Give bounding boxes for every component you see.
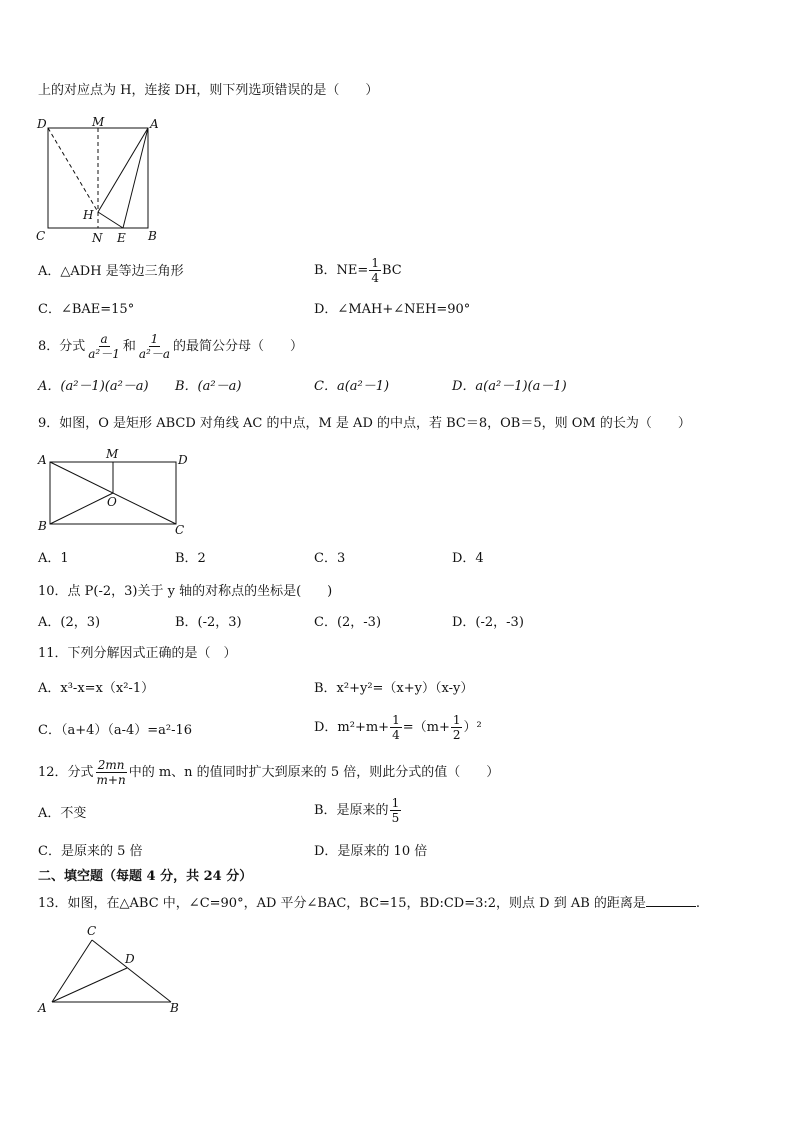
label-O: O bbox=[107, 495, 117, 509]
q10-option-b: B．(-2，3) bbox=[175, 615, 242, 630]
label-C: C bbox=[175, 523, 185, 536]
label-B: B bbox=[38, 519, 47, 533]
q7-option-a: A．△ADH 是等边三角形 bbox=[38, 264, 184, 279]
label-A: A bbox=[38, 453, 47, 467]
q9-option-d: D．4 bbox=[452, 551, 484, 566]
q9-option-a: A．1 bbox=[38, 551, 69, 566]
q12-option-b: B．是原来的 $\frac{1}{5}$ bbox=[314, 796, 400, 825]
q13-stem: 13．如图，在△ABC 中，∠C=90°，AD 平分∠BAC，BC=15，BD:CD=3:2，则点 D 到 AB 的距离是 . bbox=[38, 896, 701, 911]
q8-option-b: B．(a²－a) bbox=[175, 379, 242, 394]
section-title: 二、填空题（每题 4 分，共 24 分） bbox=[38, 869, 253, 884]
q8-stem: 8．分式 $\frac{a}{\text{a²－1}}$ 和 $\frac{1}{\text{a²－a}}$ 的最简公分母（ ） bbox=[38, 332, 304, 361]
q9-option-c: C．3 bbox=[314, 551, 346, 566]
q12-option-c: C．是原来的 5 倍 bbox=[38, 844, 143, 859]
q9-option-b: B．2 bbox=[175, 551, 206, 566]
q12-stem: 12．分式 $\frac{2mn}{m+n}$ 中的 m、n 的值同时扩大到原来的 5 倍，则此分式的值（ ） bbox=[38, 758, 500, 787]
q12-option-d: D．是原来的 10 倍 bbox=[314, 844, 428, 859]
label-B: B bbox=[148, 229, 157, 243]
q11-option-a: A．x³-x=x（x²-1） bbox=[38, 681, 155, 696]
label-E: E bbox=[117, 231, 126, 245]
label-A: A bbox=[38, 1001, 47, 1015]
label-C: C bbox=[87, 924, 97, 938]
label-D: D bbox=[178, 453, 188, 467]
label-B: B bbox=[170, 1001, 179, 1015]
q12-option-a: A．不变 bbox=[38, 806, 87, 821]
q11-option-d: D．m²+m+ $\frac{1}{4}$ =（m+ $\frac{1}{2}$ ）² bbox=[314, 713, 482, 742]
label-A: A bbox=[150, 117, 159, 131]
q10-option-d: D．(-2，-3) bbox=[452, 615, 524, 630]
q11-option-c: C．（a+4）（a-4）=a²-16 bbox=[38, 723, 193, 738]
q13-figure bbox=[34, 922, 194, 1017]
q7-option-b: B．NE= $\frac{1}{4}$ BC bbox=[314, 256, 402, 285]
label-M: M bbox=[106, 447, 119, 461]
q7-option-c: C．∠BAE=15° bbox=[38, 302, 135, 317]
q8-option-d: D．a(a²－1)(a－1) bbox=[452, 379, 567, 394]
q10-option-a: A．(2，3) bbox=[38, 615, 101, 630]
q9-stem: 9．如图，O 是矩形 ABCD 对角线 AC 的中点，M 是 AD 的中点，若 BC＝8，OB＝5，则 OM 的长为（ ） bbox=[38, 416, 691, 431]
q7-intro: 上的对应点为 H，连接 DH，则下列选项错误的是（ ） bbox=[38, 83, 379, 98]
label-D: D bbox=[125, 952, 135, 966]
q8-option-a: A．(a²－1)(a²－a) bbox=[38, 379, 149, 394]
label-N: N bbox=[92, 231, 103, 245]
q7-option-d: D．∠MAH+∠NEH=90° bbox=[314, 302, 471, 317]
q10-option-c: C．(2，-3) bbox=[314, 615, 382, 630]
answer-blank[interactable] bbox=[646, 894, 696, 907]
q10-stem: 10．点 P(-2，3)关于 y 轴的对称点的坐标是( ) bbox=[38, 584, 333, 599]
q7-figure bbox=[30, 112, 170, 247]
q9-figure bbox=[34, 446, 194, 536]
label-H: H bbox=[83, 208, 94, 222]
label-M: M bbox=[92, 115, 105, 129]
q11-option-b: B．x²+y²=（x+y）（x-y） bbox=[314, 681, 474, 696]
label-C: C bbox=[36, 229, 46, 243]
label-D: D bbox=[37, 117, 47, 131]
q11-stem: 11．下列分解因式正确的是（ ） bbox=[38, 646, 237, 661]
q8-option-c: C．a(a²－1) bbox=[314, 379, 390, 394]
